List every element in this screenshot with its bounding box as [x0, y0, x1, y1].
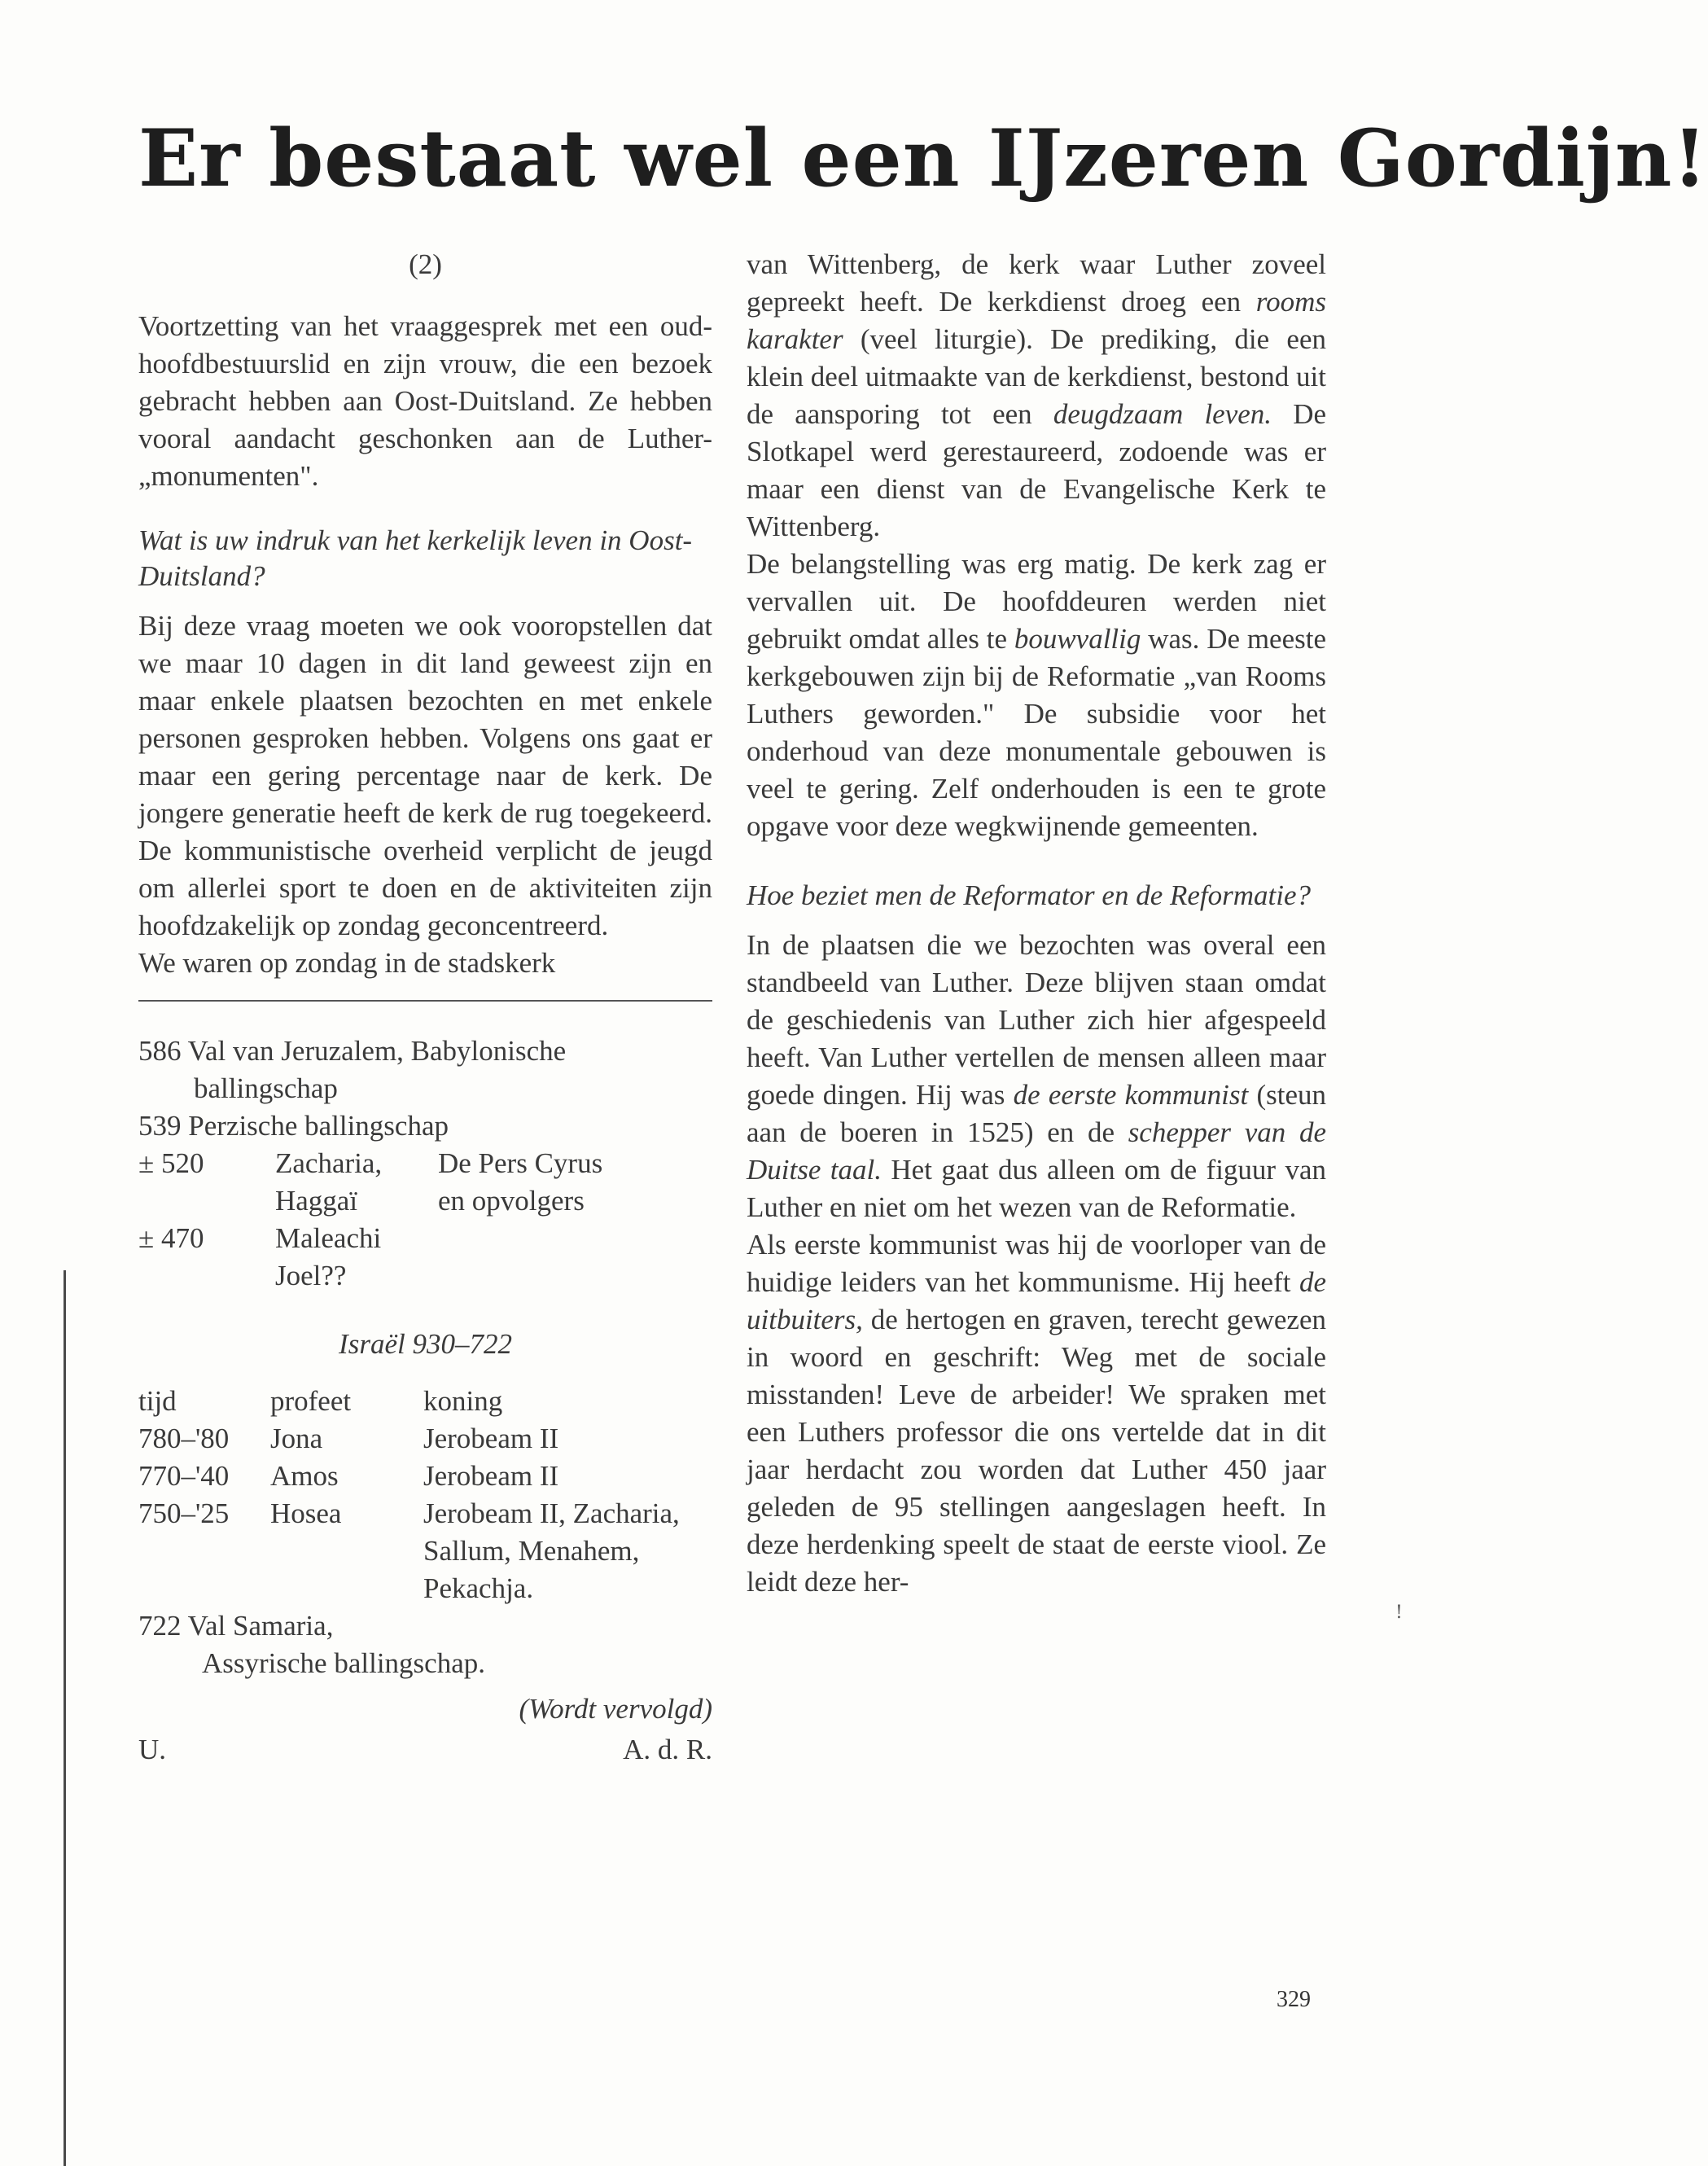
emphasis-text: deugdzaam leven.	[1053, 398, 1272, 430]
kings-table	[138, 1383, 680, 1607]
table-cell: 780–'80	[138, 1423, 230, 1454]
table-cell: 750–'25	[138, 1497, 230, 1529]
column-header: tijd	[138, 1385, 177, 1417]
chronology-year: ± 520	[138, 1147, 204, 1179]
chronology-line: 586 Val van Jeruzalem, Babylonische	[138, 1035, 567, 1067]
intro-paragraph: Voortzetting van het vraaggesprek met een oud-hoofdbestuurslid en zijn vrouw, die een bezoek gebracht hebben aan Oost-Duitsland. Ze hebben vooral aandacht geschonken aan de Luther-„monumenten".	[138, 310, 712, 492]
table-row	[138, 1532, 680, 1570]
table-header-row	[138, 1383, 680, 1420]
article-title: Er bestaat wel een IJzeren Gordijn!	[138, 112, 1708, 204]
chronology-prophet: Maleachi	[275, 1222, 382, 1254]
table-cell: Jerobeam II	[423, 1423, 559, 1454]
chronology-prophet: Haggaï	[275, 1185, 358, 1217]
fall-line: 722 Val Samaria,	[138, 1610, 334, 1642]
emphasis-text: schepper van de Duitse taal.	[747, 1116, 1327, 1186]
table-row	[138, 1458, 680, 1495]
signature-right: A. d. R.	[623, 1734, 712, 1765]
paragraph	[747, 546, 1326, 845]
table-cell: 770–'40	[138, 1460, 230, 1492]
chronology-year: ± 470	[138, 1222, 204, 1254]
answer-paragraph: Bij deze vraag moeten we ook vooropstellen dat we maar 10 dagen in dit land geweest zijn en maar enkele plaatsen bezochten en met enkele personen gesproken hebben. Volgens ons gaat er maar een gering percentage naar de kerk. De jongere generatie heeft de kerk de rug toegekeerd. De kommunistische overheid verplicht de jeugd om allerlei sport te doen en de aktiviteiten zijn hoofdzakelijk op zondag geconcentreerd.	[138, 610, 712, 941]
column-header: koning	[423, 1385, 503, 1417]
emphasis-text: bouwvallig	[1014, 623, 1141, 655]
left-column	[138, 246, 712, 1769]
question-heading: Hoe beziet men de Reformator en de Reformatie?	[747, 879, 1312, 911]
table-cell: Hosea	[270, 1497, 342, 1529]
israel-heading: Israël 930–722	[339, 1328, 512, 1360]
text-run: van Wittenberg, de kerk waar Luther zoveel gepreekt heeft. De kerkdienst droeg een	[747, 248, 1326, 318]
chronology-note: en opvolgers	[438, 1185, 585, 1217]
table-cell: Sallum, Menahem,	[423, 1535, 640, 1567]
emphasis-text: rooms karakter	[747, 286, 1327, 355]
chronology-block	[138, 1033, 712, 1295]
signature-left: U.	[138, 1734, 167, 1765]
table-cell: Jerobeam II	[423, 1460, 559, 1492]
text-run: (steun aan de boeren in 1525) en de	[747, 1079, 1327, 1148]
table-row	[138, 1420, 680, 1458]
part-number: (2)	[409, 248, 442, 280]
table-cell: Amos	[270, 1460, 339, 1492]
table-row	[138, 1495, 680, 1532]
chronology-note: De Pers Cyrus	[438, 1147, 603, 1179]
page-edge-line	[64, 1270, 66, 2166]
fall-line: Assyrische ballingschap.	[202, 1647, 485, 1679]
emphasis-text: de uitbuiters,	[747, 1266, 1327, 1335]
text-run: Het gaat dus alleen om de figuur van Luther en niet om het wezen van de Reformatie.	[747, 1154, 1327, 1223]
chronology-line: ballingschap	[194, 1072, 338, 1104]
chronology-line: 539 Perzische ballingschap	[138, 1110, 449, 1142]
table-cell: Jona	[270, 1423, 323, 1454]
table-cell: Jerobeam II, Zacharia,	[423, 1497, 680, 1529]
text-run: In de plaatsen die we bezochten was overal een standbeeld van Luther. Deze blijven staan omdat de geschiedenis van Luther zich hier afgespeeld heeft. Van Luther vertellen de mensen alleen maar goede dingen. Hij was	[747, 929, 1326, 1111]
paragraph	[747, 927, 1326, 1226]
page-number: 329	[1277, 1987, 1311, 2012]
text-run: was. De meeste kerkgebouwen zijn bij de Reformatie „van Rooms Luthers geworden." De subsidie voor het onderhoud van deze monumentale gebouwen is veel te gering. Zelf onderhouden is een te grote opgave voor deze wegkwijnende gemeenten.	[747, 623, 1327, 842]
text-run: De Slotkapel werd gerestaureerd, zodoende was er maar een dienst van de Evangelische Kerk te Wittenberg.	[747, 398, 1327, 542]
emphasis-text: de eerste kommunist	[1013, 1079, 1249, 1111]
table-cell: Pekachja.	[423, 1572, 534, 1604]
answer-last-line: We waren op zondag in de stadskerk	[138, 947, 556, 979]
table-row	[138, 1570, 680, 1607]
margin-mark: !	[1395, 1603, 1403, 1623]
to-be-continued: (Wordt vervolgd)	[519, 1693, 712, 1725]
right-column	[747, 246, 1326, 1601]
text-run: De belangstelling was erg matig. De kerk zag er vervallen uit. De hoofddeuren werden niet gebruikt omdat alles te	[747, 548, 1326, 655]
paragraph	[747, 1226, 1326, 1601]
column-header: profeet	[270, 1385, 352, 1417]
chronology-prophet: Zacharia,	[275, 1147, 383, 1179]
chronology-table	[138, 1145, 602, 1295]
text-run: de hertogen en graven, terecht gewezen in woord en geschrift: Weg met de sociale misstanden! Leve de arbeider! We spraken met een Luthers professor die ons vertelde dat in dit jaar herdacht zou worden dat Luther 450 jaar geleden de 95 stellingen aangeslagen heeft. In deze herdenking speelt de staat de eerste viool. Ze leidt deze her-	[747, 1304, 1326, 1598]
continuation-paragraph	[747, 246, 1326, 546]
text-run: Als eerste kommunist was hij de voorloper van de huidige leiders van het kommunisme. Hij heeft	[747, 1229, 1326, 1298]
divider-rule	[138, 1000, 712, 1002]
question-heading: Wat is uw indruk van het kerkelijk leven in Oost-Duitsland?	[138, 524, 693, 592]
chronology-prophet: Joel??	[275, 1260, 347, 1291]
text-run: (veel liturgie). De prediking, die een klein deel uitmaakte van de kerkdienst, bestond uit de aansporing tot een	[747, 323, 1326, 430]
signature-row	[138, 1731, 712, 1769]
